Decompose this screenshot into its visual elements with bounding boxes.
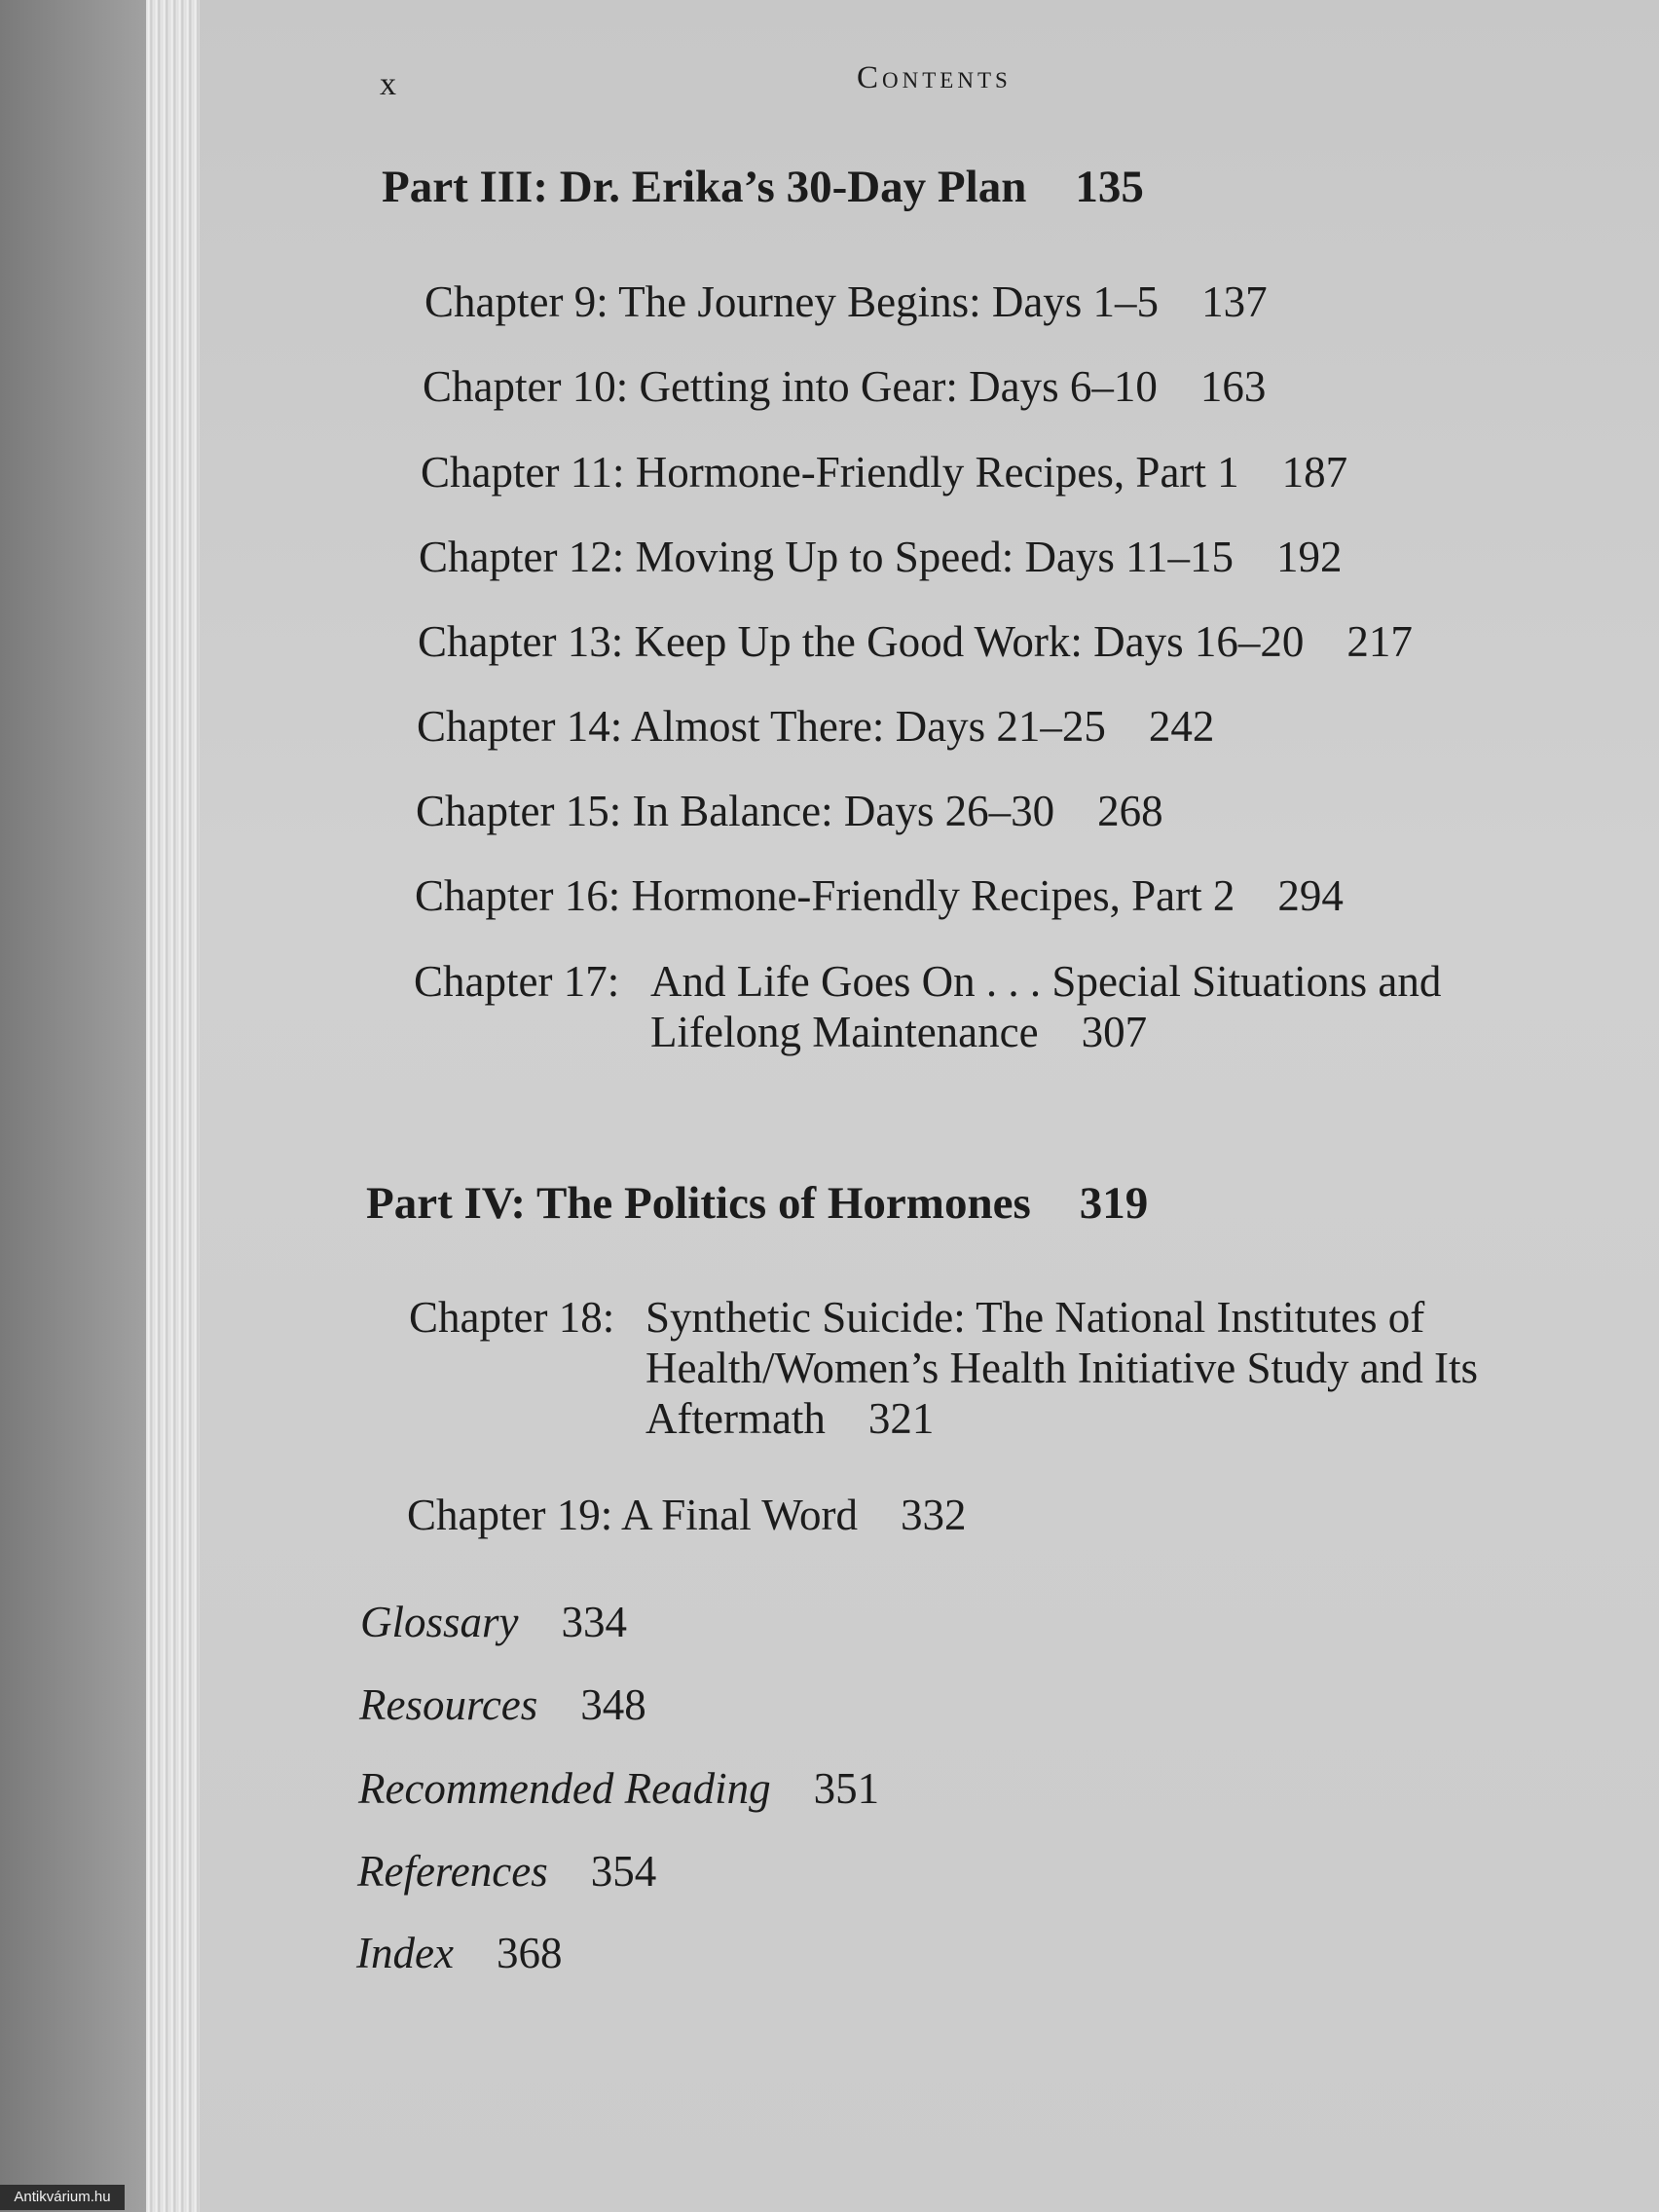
chapter-label: Chapter 13: <box>418 617 624 666</box>
chapter-page-number: 242 <box>1148 702 1215 751</box>
chapter-label: Chapter 12: <box>419 533 625 581</box>
background-surface <box>0 0 170 2212</box>
chapter-title-block <box>645 1292 1478 1444</box>
running-head: Contents <box>857 60 1012 95</box>
chapter-page-number: 137 <box>1201 277 1268 326</box>
toc-entry-index <box>356 1928 562 1978</box>
chapter-title-line: And Life Goes On . . . Special Situations and <box>650 957 1442 1006</box>
part-page-number: 135 <box>1075 162 1144 212</box>
toc-entry-chapter-13 <box>418 616 1413 667</box>
chapter-title: Getting into Gear: Days 6–10 <box>639 362 1158 411</box>
chapter-title-line-last <box>650 1007 1441 1057</box>
toc-entry-glossary <box>360 1597 627 1647</box>
part-title: Part IV: The Politics of Hormones <box>366 1178 1031 1229</box>
part-heading-4 <box>366 1177 1148 1230</box>
chapter-label: Chapter 10: <box>423 362 629 411</box>
toc-entry-chapter-10 <box>423 361 1266 412</box>
part-heading-3 <box>382 161 1144 213</box>
back-matter-page-number: 354 <box>590 1847 657 1896</box>
chapter-label: Chapter 15: <box>416 787 622 835</box>
chapter-label: Chapter 18: <box>409 1293 615 1342</box>
page-edges <box>146 0 204 2212</box>
toc-entry-chapter-16 <box>415 870 1344 921</box>
toc-entry-chapter-11 <box>421 447 1347 498</box>
back-matter-title: References <box>357 1847 548 1896</box>
toc-entry-chapter-15 <box>416 786 1163 836</box>
chapter-title-line: Health/Women’s Health Initiative Study and Its <box>645 1344 1478 1392</box>
chapter-title: Keep Up the Good Work: Days 16–20 <box>634 617 1305 666</box>
toc-entry-chapter-12 <box>419 532 1343 582</box>
back-matter-page-number: 351 <box>813 1764 880 1813</box>
chapter-page-number: 307 <box>1081 1008 1148 1056</box>
chapter-page-number: 268 <box>1097 787 1163 835</box>
back-matter-page-number: 348 <box>580 1680 646 1729</box>
back-matter-title: Index <box>356 1929 454 1977</box>
toc-entry-chapter-14 <box>417 701 1214 752</box>
toc-entry-chapter-18 <box>409 1292 1645 1448</box>
chapter-title-line: Lifelong Maintenance <box>650 1008 1039 1056</box>
toc-entry-recommended-reading <box>358 1763 879 1814</box>
chapter-title: The Journey Begins: Days 1–5 <box>618 277 1160 326</box>
chapter-label: Chapter 17: <box>414 957 620 1006</box>
back-matter-title: Resources <box>359 1680 538 1729</box>
back-matter-page-number: 334 <box>561 1598 628 1646</box>
toc-entry-chapter-17 <box>414 956 1621 1063</box>
toc-entry-chapter-9 <box>424 276 1268 327</box>
chapter-page-number: 192 <box>1276 533 1343 581</box>
chapter-title-block <box>650 956 1441 1057</box>
chapter-title: Hormone-Friendly Recipes, Part 2 <box>631 871 1235 920</box>
chapter-label: Chapter 9: <box>424 277 608 326</box>
chapter-title-line-last <box>645 1393 1478 1444</box>
back-matter-title: Recommended Reading <box>358 1764 771 1813</box>
part-page-number: 319 <box>1079 1178 1149 1229</box>
chapter-title: Hormone-Friendly Recipes, Part 1 <box>635 448 1239 497</box>
watermark: Antikvárium.hu <box>0 2185 125 2210</box>
chapter-page-number: 187 <box>1281 448 1348 497</box>
chapter-title: A Final Word <box>620 1491 859 1539</box>
toc-entry-resources <box>359 1679 646 1730</box>
chapter-page-number: 294 <box>1277 871 1344 920</box>
back-matter-title: Glossary <box>360 1598 519 1646</box>
page-number: x <box>380 66 396 102</box>
chapter-label: Chapter 14: <box>417 702 623 751</box>
chapter-label: Chapter 11: <box>421 448 625 497</box>
chapter-page-number: 332 <box>901 1491 967 1539</box>
toc-entry-references <box>357 1846 656 1897</box>
chapter-page-number: 217 <box>1346 617 1413 666</box>
chapter-title: Moving Up to Speed: Days 11–15 <box>635 533 1235 581</box>
chapter-title: Almost There: Days 21–25 <box>630 702 1106 751</box>
chapter-page-number: 163 <box>1199 362 1267 411</box>
chapter-title-line: Aftermath <box>645 1394 826 1443</box>
back-matter-page-number: 368 <box>496 1929 563 1977</box>
chapter-label: Chapter 19: <box>407 1491 613 1539</box>
toc-entry-chapter-19 <box>407 1490 967 1540</box>
part-title: Part III: Dr. Erika’s 30-Day Plan <box>382 162 1027 212</box>
chapter-page-number: 321 <box>867 1394 935 1443</box>
chapter-title-line: Synthetic Suicide: The National Institutes of <box>645 1293 1425 1342</box>
chapter-title: In Balance: Days 26–30 <box>632 787 1055 835</box>
chapter-label: Chapter 16: <box>415 871 621 920</box>
